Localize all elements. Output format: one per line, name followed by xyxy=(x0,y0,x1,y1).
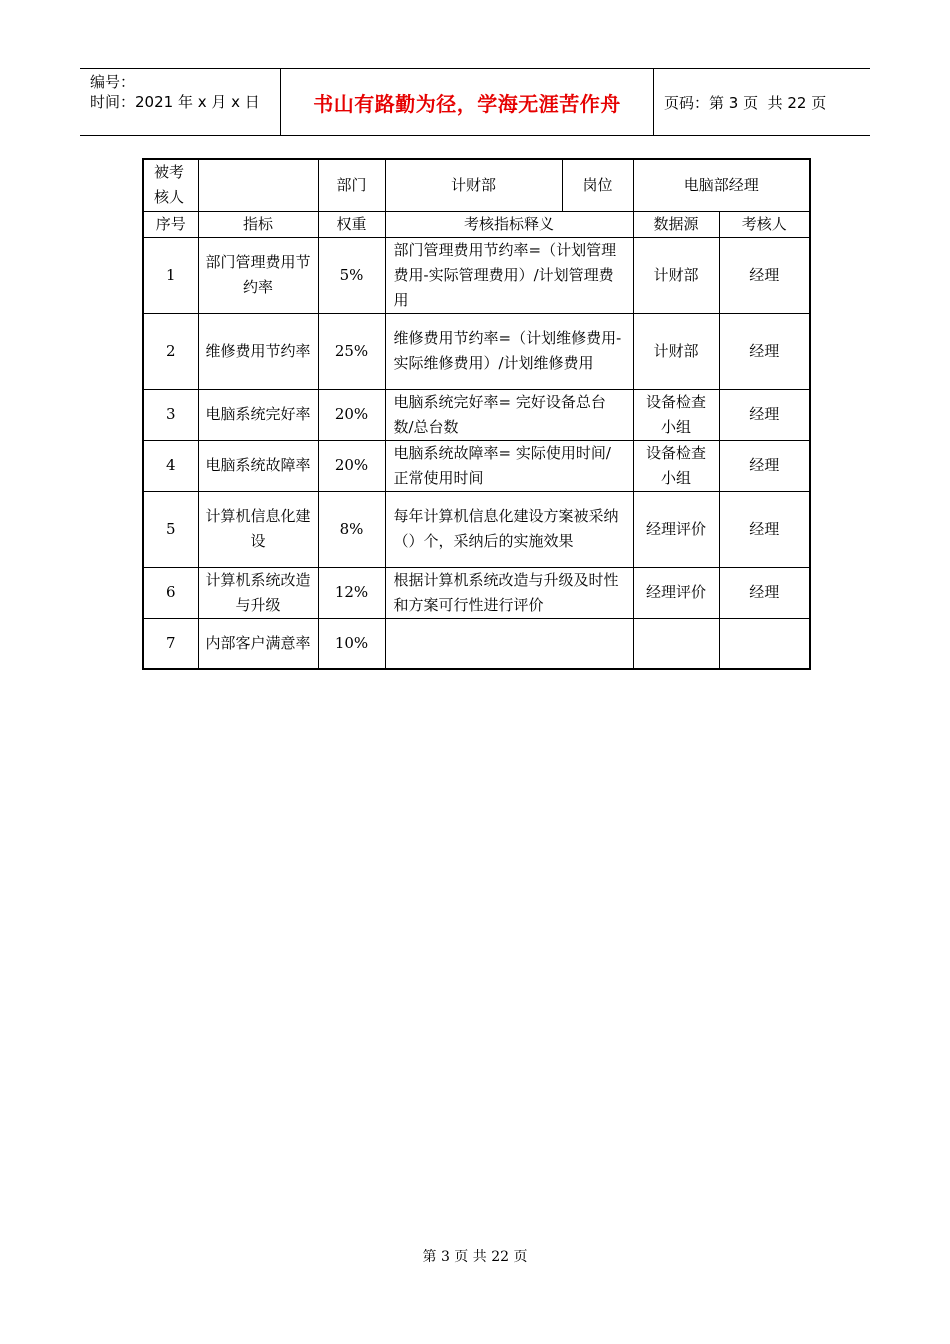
row-source: 经理评价 xyxy=(633,567,719,618)
table-row xyxy=(143,567,810,618)
column-header-source: 数据源 xyxy=(633,211,719,237)
post-label: 岗位 xyxy=(562,159,633,211)
row-no: 7 xyxy=(143,618,198,669)
row-assessor: 经理 xyxy=(719,491,810,567)
row-definition xyxy=(385,618,633,669)
row-assessor: 经理 xyxy=(719,313,810,389)
row-definition: 维修费用节约率=（计划维修费用-实际维修费用）/计划维修费用 xyxy=(385,313,633,389)
row-definition: 每年计算机信息化建设方案被采纳（）个，采纳后的实施效果 xyxy=(385,491,633,567)
row-assessor: 经理 xyxy=(719,440,810,491)
dept-label: 部门 xyxy=(318,159,385,211)
row-definition: 部门管理费用节约率=（计划管理费用-实际管理费用）/计划管理费用 xyxy=(385,237,633,313)
table-row xyxy=(143,618,810,669)
row-weight: 12% xyxy=(318,567,385,618)
document-number-label: 编号： xyxy=(90,73,136,91)
row-assessor: 经理 xyxy=(719,389,810,440)
examinee-info-row xyxy=(143,159,810,211)
row-no: 5 xyxy=(143,491,198,567)
row-indicator: 维修费用节约率 xyxy=(198,313,318,389)
row-weight: 20% xyxy=(318,389,385,440)
assessment-table xyxy=(142,158,811,670)
examinee-value xyxy=(198,159,318,211)
row-weight: 10% xyxy=(318,618,385,669)
row-source: 经理评价 xyxy=(633,491,719,567)
row-no: 4 xyxy=(143,440,198,491)
table-row xyxy=(143,237,810,313)
row-weight: 20% xyxy=(318,440,385,491)
row-source: 计财部 xyxy=(633,313,719,389)
row-indicator: 内部客户满意率 xyxy=(198,618,318,669)
row-source xyxy=(633,618,719,669)
column-header-definition: 考核指标释义 xyxy=(385,211,633,237)
header-page-info: 页码：第 3 页 共 22 页 xyxy=(664,93,827,112)
row-definition: 电脑系统完好率= 完好设备总台数/总台数 xyxy=(385,389,633,440)
row-weight: 5% xyxy=(318,237,385,313)
column-header-weight: 权重 xyxy=(318,211,385,237)
header-slogan: 书山有路勤为径，学海无涯苦作舟 xyxy=(281,69,654,135)
page-header xyxy=(80,68,870,136)
row-no: 6 xyxy=(143,567,198,618)
row-definition: 根据计算机系统改造与升级及时性和方案可行性进行评价 xyxy=(385,567,633,618)
row-indicator: 计算机信息化建设 xyxy=(198,491,318,567)
row-source: 设备检查小组 xyxy=(633,389,719,440)
page-footer-number: 第 3 页 共 22 页 xyxy=(422,1249,528,1265)
dept-value: 计财部 xyxy=(385,159,562,211)
row-no: 3 xyxy=(143,389,198,440)
column-header-row xyxy=(143,211,810,237)
table-row xyxy=(143,389,810,440)
column-header-indicator: 指标 xyxy=(198,211,318,237)
column-header-assessor: 考核人 xyxy=(719,211,810,237)
row-indicator: 电脑系统故障率 xyxy=(198,440,318,491)
row-source: 计财部 xyxy=(633,237,719,313)
row-indicator: 电脑系统完好率 xyxy=(198,389,318,440)
row-no: 2 xyxy=(143,313,198,389)
row-no: 1 xyxy=(143,237,198,313)
table-row xyxy=(143,491,810,567)
header-meta xyxy=(80,69,281,135)
post-value: 电脑部经理 xyxy=(633,159,810,211)
examinee-label: 被考核人 xyxy=(143,159,198,211)
row-indicator: 部门管理费用节约率 xyxy=(198,237,318,313)
row-weight: 8% xyxy=(318,491,385,567)
row-assessor xyxy=(719,618,810,669)
document-date: 时间：2021 年 x 月 x 日 xyxy=(90,93,260,111)
row-source: 设备检查小组 xyxy=(633,440,719,491)
row-indicator: 计算机系统改造与升级 xyxy=(198,567,318,618)
row-definition: 电脑系统故障率= 实际使用时间/正常使用时间 xyxy=(385,440,633,491)
row-assessor: 经理 xyxy=(719,567,810,618)
column-header-no: 序号 xyxy=(143,211,198,237)
row-assessor: 经理 xyxy=(719,237,810,313)
table-row xyxy=(143,440,810,491)
table-row xyxy=(143,313,810,389)
row-weight: 25% xyxy=(318,313,385,389)
